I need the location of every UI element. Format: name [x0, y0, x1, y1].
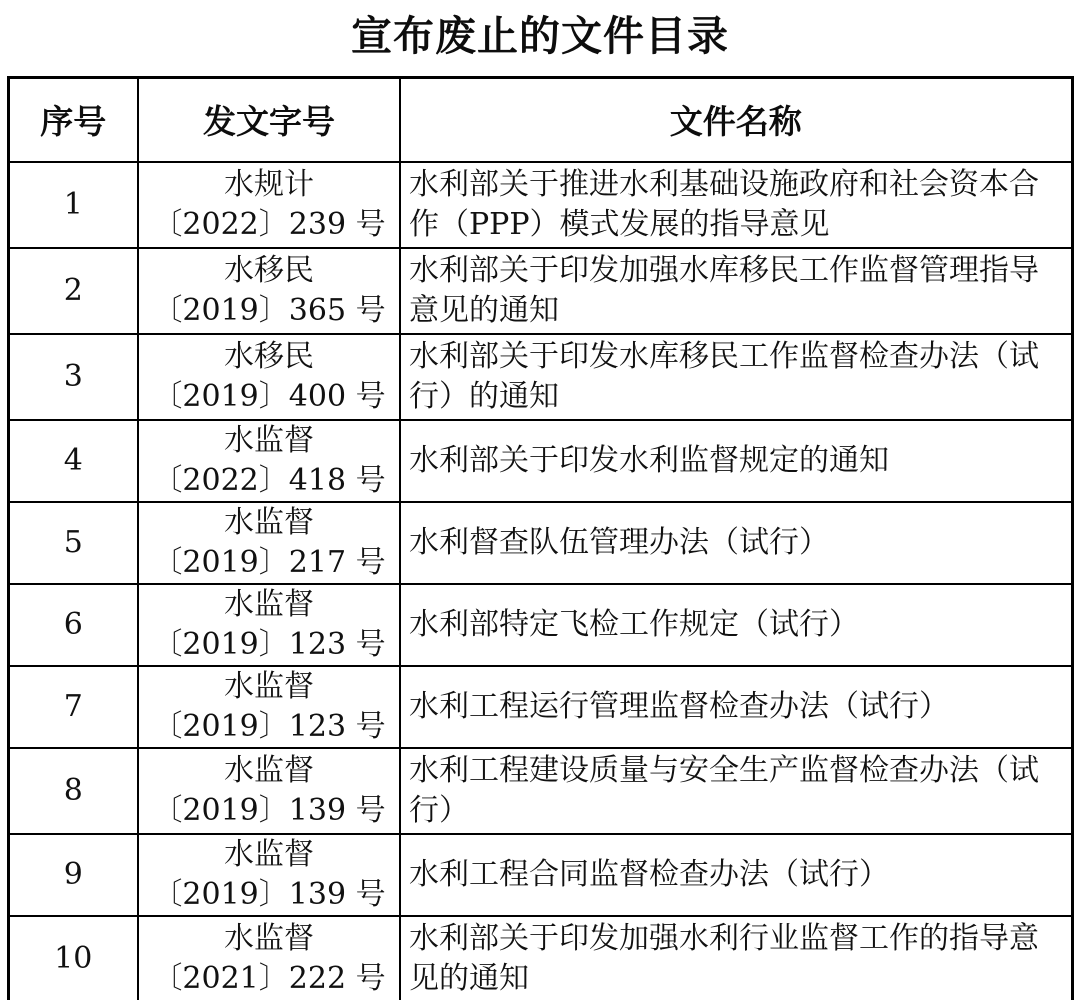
doc-number-ref: 〔2021〕222 号 [152, 960, 386, 996]
doc-number-org: 水监督 [224, 920, 314, 956]
doc-number-cell [138, 334, 400, 420]
column-header-doc-name: 文件名称 [400, 78, 1072, 162]
doc-number-ref: 〔2019〕139 号 [152, 876, 386, 912]
doc-name: 水利督查队伍管理办法（试行） [400, 502, 1072, 584]
doc-name: 水利工程合同监督检查办法（试行） [400, 834, 1072, 916]
doc-number-ref: 〔2019〕217 号 [152, 544, 386, 580]
doc-number-cell [138, 248, 400, 334]
doc-number-cell [138, 162, 400, 248]
table-row [8, 334, 1072, 420]
doc-name: 水利工程运行管理监督检查办法（试行） [400, 666, 1072, 748]
doc-number-cell [138, 748, 400, 834]
doc-name: 水利部关于推进水利基础设施政府和社会资本合作（PPP）模式发展的指导意见 [400, 162, 1072, 248]
serial-number: 1 [8, 162, 138, 248]
doc-number-cell [138, 834, 400, 916]
table-row [8, 834, 1072, 916]
column-header-serial: 序号 [8, 78, 138, 162]
table-row [8, 584, 1072, 666]
doc-number-ref: 〔2019〕123 号 [152, 626, 386, 662]
doc-number-ref: 〔2022〕239 号 [152, 206, 386, 242]
table-row [8, 162, 1072, 248]
serial-number: 9 [8, 834, 138, 916]
doc-number-cell [138, 916, 400, 1000]
serial-number: 5 [8, 502, 138, 584]
serial-number: 6 [8, 584, 138, 666]
column-header-doc-number: 发文字号 [138, 78, 400, 162]
table-row [8, 502, 1072, 584]
doc-number-cell [138, 502, 400, 584]
doc-number-org: 水监督 [224, 836, 314, 872]
serial-number: 8 [8, 748, 138, 834]
doc-number-ref: 〔2019〕139 号 [152, 792, 386, 828]
doc-number-org: 水监督 [224, 504, 314, 540]
doc-number-cell [138, 420, 400, 502]
page-title: 宣布废止的文件目录 [351, 12, 729, 60]
table-row [8, 916, 1072, 1000]
doc-number-org: 水规计 [224, 166, 314, 202]
serial-number: 10 [8, 916, 138, 1000]
doc-name: 水利工程建设质量与安全生产监督检查办法（试行） [400, 748, 1072, 834]
serial-number: 2 [8, 248, 138, 334]
doc-number-org: 水移民 [224, 338, 314, 374]
doc-name: 水利部关于印发加强水库移民工作监督管理指导意见的通知 [400, 248, 1072, 334]
doc-name: 水利部关于印发加强水利行业监督工作的指导意见的通知 [400, 916, 1072, 1000]
serial-number: 7 [8, 666, 138, 748]
doc-number-org: 水监督 [224, 752, 314, 788]
doc-name: 水利部特定飞检工作规定（试行） [400, 584, 1072, 666]
abolished-documents-table [7, 76, 1074, 1000]
table-row [8, 666, 1072, 748]
doc-name: 水利部关于印发水库移民工作监督检查办法（试行）的通知 [400, 334, 1072, 420]
doc-number-ref: 〔2019〕365 号 [152, 292, 386, 328]
doc-number-ref: 〔2019〕400 号 [152, 378, 386, 414]
table-row [8, 748, 1072, 834]
doc-number-org: 水监督 [224, 586, 314, 622]
table-row [8, 420, 1072, 502]
doc-number-org: 水监督 [224, 422, 314, 458]
serial-number: 3 [8, 334, 138, 420]
doc-number-ref: 〔2022〕418 号 [152, 462, 386, 498]
table-header-row [8, 78, 1072, 162]
doc-number-cell [138, 666, 400, 748]
table-row [8, 248, 1072, 334]
doc-number-ref: 〔2019〕123 号 [152, 708, 386, 744]
doc-number-org: 水监督 [224, 668, 314, 704]
doc-number-org: 水移民 [224, 252, 314, 288]
serial-number: 4 [8, 420, 138, 502]
doc-number-cell [138, 584, 400, 666]
doc-name: 水利部关于印发水利监督规定的通知 [400, 420, 1072, 502]
